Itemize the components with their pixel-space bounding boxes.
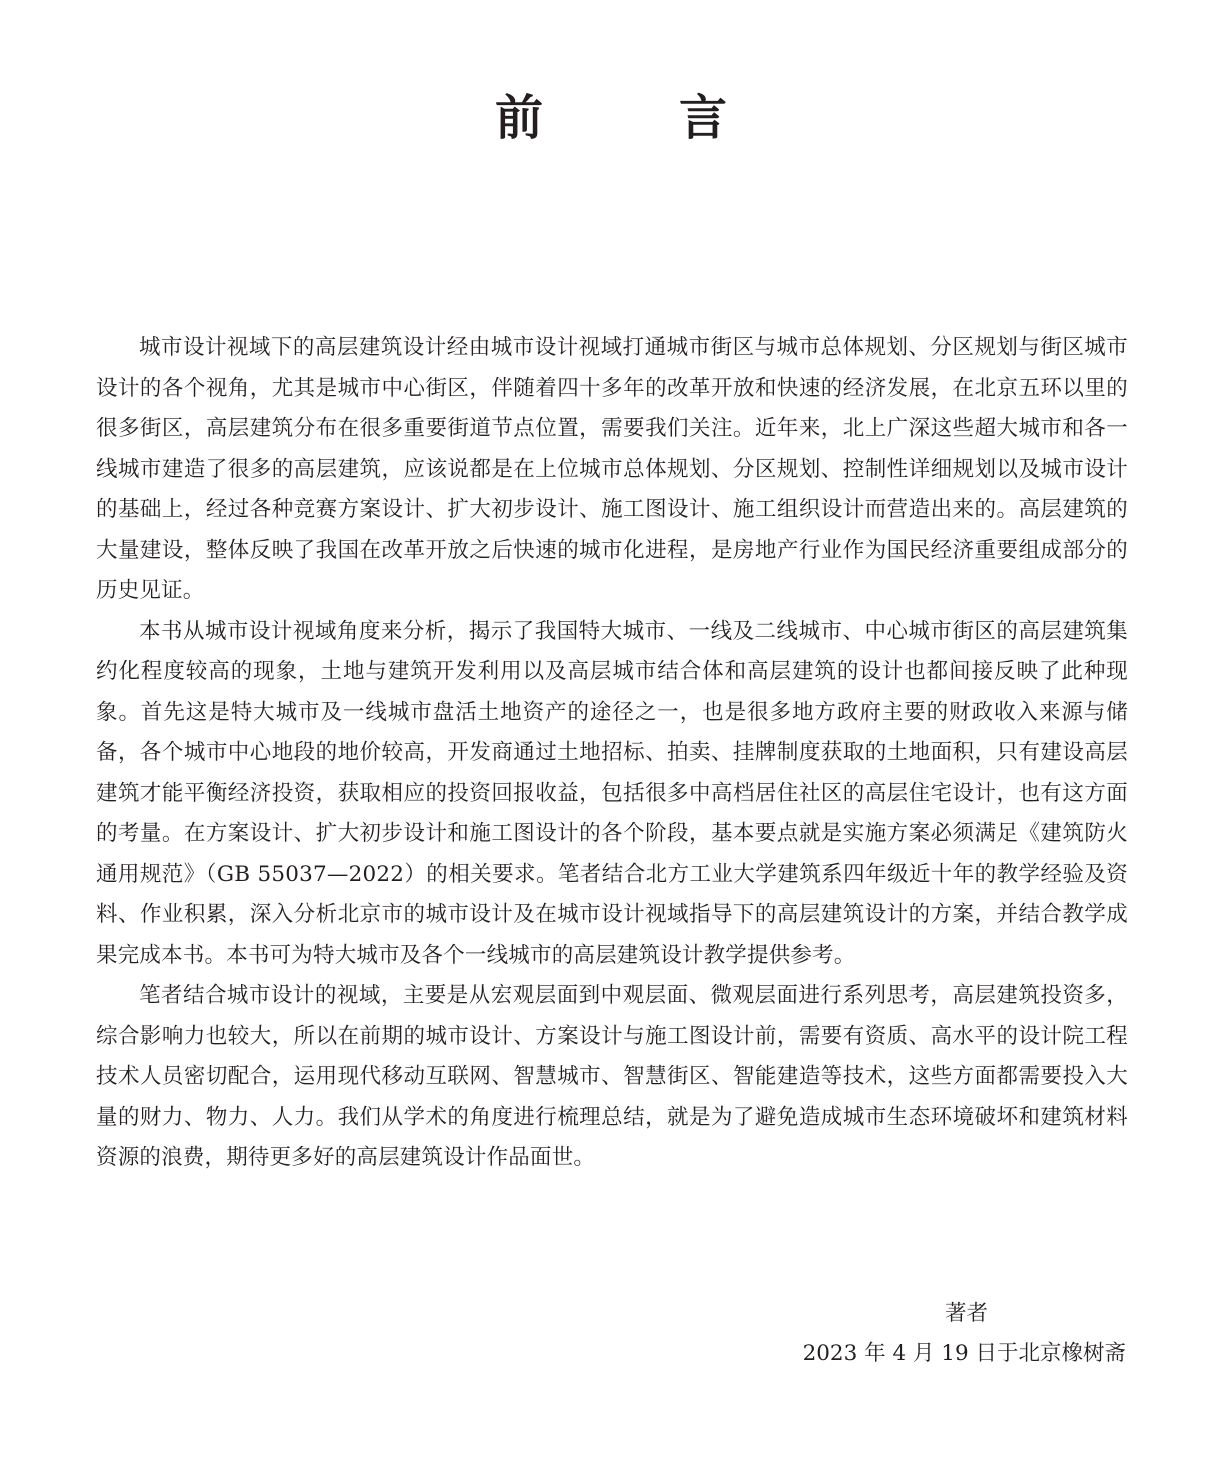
signature-author: 著者 — [944, 1301, 988, 1326]
signature-block — [803, 1294, 1126, 1374]
paragraph-3: 笔者结合城市设计的视域，主要是从宏观层面到中观层面、微观层面进行系列思考，高层建筑投资多，综合影响力也较大，所以在前期的城市设计、方案设计与施工图设计前，需要有资质、高水平的设计院工程技术人员密切配合，运用现代移动互联网、智慧城市、智慧街区、智能建造等技术，这些方面都需要投入大量的财力、物力、人力。我们从学术的角度进行梳理总结，就是为了避免造成城市生态环境破坏和建筑材料资源的浪费，期待更多好的高层建筑设计作品面世。 — [96, 983, 1128, 1170]
page-title: 前 言 — [494, 90, 771, 146]
paragraph-1: 城市设计视域下的高层建筑设计经由城市设计视域打通城市街区与城市总体规划、分区规划与街区城市设计的各个视角，尤其是城市中心街区，伴随着四十多年的改革开放和快速的经济发展，在北京五环以里的很多街区，高层建筑分布在很多重要街道节点位置，需要我们关注。近年来，北上广深这些超大城市和各一线城市建造了很多的高层建筑，应该说都是在上位城市总体规划、分区规划、控制性详细规划以及城市设计的基础上，经过各种竞赛方案设计、扩大初步设计、施工图设计、施工组织设计而营造出来的。高层建筑的大量建设，整体反映了我国在改革开放之后快速的城市化进程，是房地产行业作为国民经济重要组成部分的历史见证。 — [96, 335, 1128, 603]
preface-body — [96, 328, 1128, 1179]
signature-date: 2023 年 4 月 19 日于北京橡树斋 — [802, 1341, 1126, 1366]
paragraph-2: 本书从城市设计视域角度来分析，揭示了我国特大城市、一线及二线城市、中心城市街区的高层建筑集约化程度较高的现象，土地与建筑开发利用以及高层城市结合体和高层建筑的设计也都间接反映了此种现象。首先这是特大城市及一线城市盘活土地资产的途径之一，也是很多地方政府主要的财政收入来源与储备，各个城市中心地段的地价较高，开发商通过土地招标、拍卖、挂牌制度获取的土地面积，只有建设高层建筑才能平衡经济投资，获取相应的投资回报收益，包括很多中高档居住社区的高层住宅设计，也有这方面的考量。在方案设计、扩大初步设计和施工图设计的各个阶段，基本要点就是实施方案必须满足《建筑防火通用规范》（GB 55037—2022）的相关要求。笔者结合北方工业大学建筑系四年级近十年的教学经验及资料、作业积累，深入分析北京市的城市设计及在城市设计视域指导下的高层建筑设计的方案，并结合教学成果完成本书。本书可为特大城市及各个一线城市的高层建筑设计教学提供参考。 — [96, 618, 1128, 968]
